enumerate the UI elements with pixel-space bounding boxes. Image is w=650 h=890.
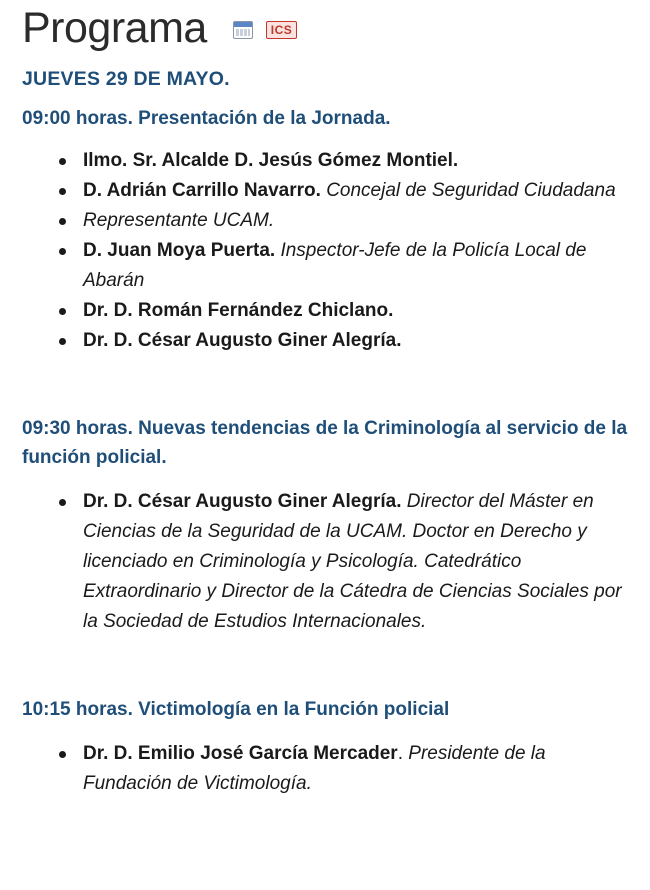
calendar-icon[interactable]: [233, 21, 253, 39]
list-item: [22, 206, 630, 236]
speaker-name: D. Adrián Carrillo Navarro.: [83, 180, 321, 201]
list-item: [22, 326, 630, 356]
day-heading: JUEVES 29 DE MAYO.: [22, 68, 230, 90]
speaker-list: [22, 739, 630, 799]
list-item: Dr. D. Emilio José García Mercader. Presidente de la Fundación de Victimología.: [22, 739, 630, 799]
page-title: Programa: [22, 4, 207, 52]
session-1015: [22, 695, 630, 799]
speaker-role: Concejal de Seguridad Ciudadana: [326, 180, 616, 201]
list-item: [22, 176, 630, 206]
speaker-name: Dr. D. César Augusto Giner Alegría.: [83, 491, 402, 512]
speaker-role: Inspector-Jefe de la Policía Local de Abarán: [83, 240, 587, 291]
session-0930: [22, 414, 630, 637]
speaker-name: Ilmo. Sr. Alcalde D. Jesús Gómez Montiel.: [83, 150, 459, 171]
session-heading: 09:00 horas. Presentación de la Jornada.: [22, 108, 391, 129]
list-item: [22, 236, 630, 296]
ics-download-button[interactable]: ICS: [266, 21, 298, 39]
session-heading: 09:30 horas. Nuevas tendencias de la Criminología al servicio de la función policial.: [22, 418, 628, 468]
speaker-list: [22, 146, 630, 356]
speaker-name: Dr. D. Emilio José García Mercader: [83, 743, 398, 764]
speaker-role: Director del Máster en Ciencias de la Seguridad de la UCAM. Doctor en Derecho y licenciado en Criminología y Psicología. Catedrático Extraordinario y Director de la Cátedra de Ciencias Sociales por la Sociedad de Estudios Internacionales.: [83, 491, 622, 632]
speaker-name: Dr. D. César Augusto Giner Alegría.: [83, 330, 402, 351]
session-0900: [22, 104, 630, 356]
speaker-role: Representante UCAM.: [83, 210, 275, 231]
speaker-role: Presidente de la Fundación de Victimología.: [83, 743, 546, 794]
speaker-name: Dr. D. Román Fernández Chiclano.: [83, 300, 394, 321]
list-item: [22, 146, 630, 176]
list-item: [22, 296, 630, 326]
speaker-list: [22, 487, 630, 637]
speaker-name: D. Juan Moya Puerta.: [83, 240, 276, 261]
list-item: [22, 487, 630, 637]
session-heading: 10:15 horas. Victimología en la Función policial: [22, 699, 450, 720]
page-title-row: [22, 0, 630, 54]
